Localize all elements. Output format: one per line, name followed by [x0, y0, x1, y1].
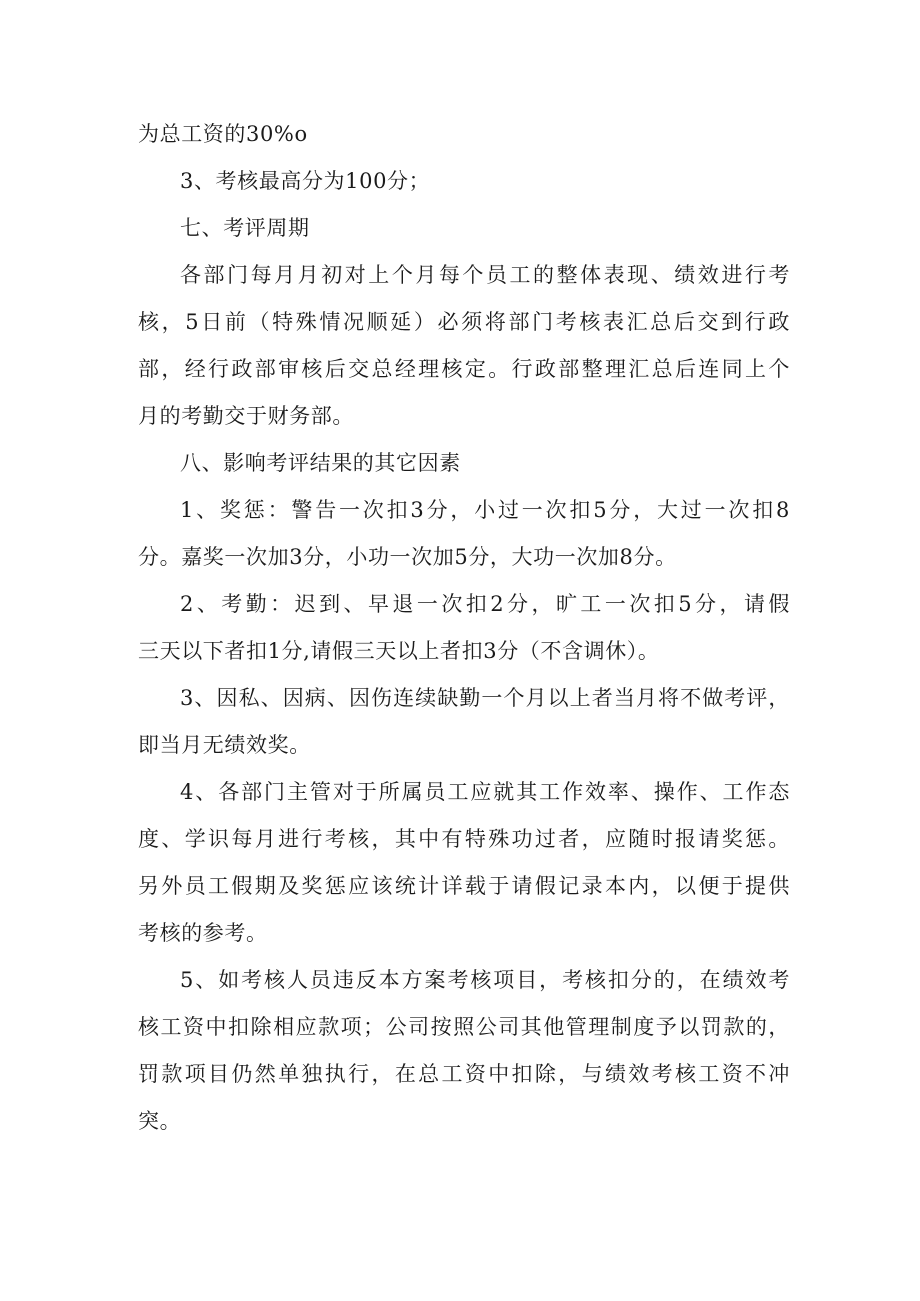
- paragraph-line: 度、学识每月进行考核，其中有特殊功过者，应随时报请奖惩。: [138, 827, 790, 851]
- paragraph-line: 3、因私、因病、因伤连续缺勤一个月以上者当月将不做考评，: [180, 686, 790, 710]
- document-body: [138, 111, 790, 1145]
- section-heading-other-factors: 八、影响考评结果的其它因素: [180, 451, 461, 475]
- scoring-max-line: 3、考核最高分为100分；: [180, 169, 431, 193]
- paragraph-line: 月的考勤交于财务部。: [138, 404, 354, 428]
- paragraph-line: 1、奖惩：警告一次扣3分，小过一次扣5分，大过一次扣8: [180, 498, 790, 522]
- paragraph-line: 考核的参考。: [138, 921, 268, 945]
- paragraph-line: 核工资中扣除相应款项；公司按照公司其他管理制度予以罚款的，: [138, 1015, 790, 1039]
- paragraph-line: 另外员工假期及奖惩应该统计详载于请假记录本内，以便于提供: [138, 874, 790, 898]
- paragraph-line: 4、各部门主管对于所属员工应就其工作效率、操作、工作态: [180, 780, 790, 804]
- paragraph-line: 为总工资的30%o: [138, 122, 308, 146]
- paragraph-line: 罚款项目仍然单独执行，在总工资中扣除，与绩效考核工资不冲: [138, 1062, 790, 1086]
- paragraph-line: 核，5日前（特殊情况顺延）必须将部门考核表汇总后交到行政: [138, 310, 790, 334]
- paragraph-line: 即当月无绩效奖。: [138, 733, 311, 757]
- paragraph-line: 三天以下者扣1分,请假三天以上者扣3分（不含调休）。: [138, 639, 660, 663]
- paragraph-line: 各部门每月月初对上个月每个员工的整体表现、绩效进行考: [180, 263, 790, 287]
- paragraph-line: 分。嘉奖一次加3分，小功一次加5分，大功一次加8分。: [138, 545, 677, 569]
- paragraph-line: 突。: [138, 1109, 182, 1133]
- paragraph-line: 5、如考核人员违反本方案考核项目，考核扣分的，在绩效考: [180, 968, 790, 992]
- paragraph-line: 部，经行政部审核后交总经理核定。行政部整理汇总后连同上个: [138, 357, 790, 381]
- paragraph-line: 2、考勤：迟到、早退一次扣2分，旷工一次扣5分，请假: [180, 592, 790, 616]
- section-heading-evaluation-cycle: 七、考评周期: [180, 216, 310, 240]
